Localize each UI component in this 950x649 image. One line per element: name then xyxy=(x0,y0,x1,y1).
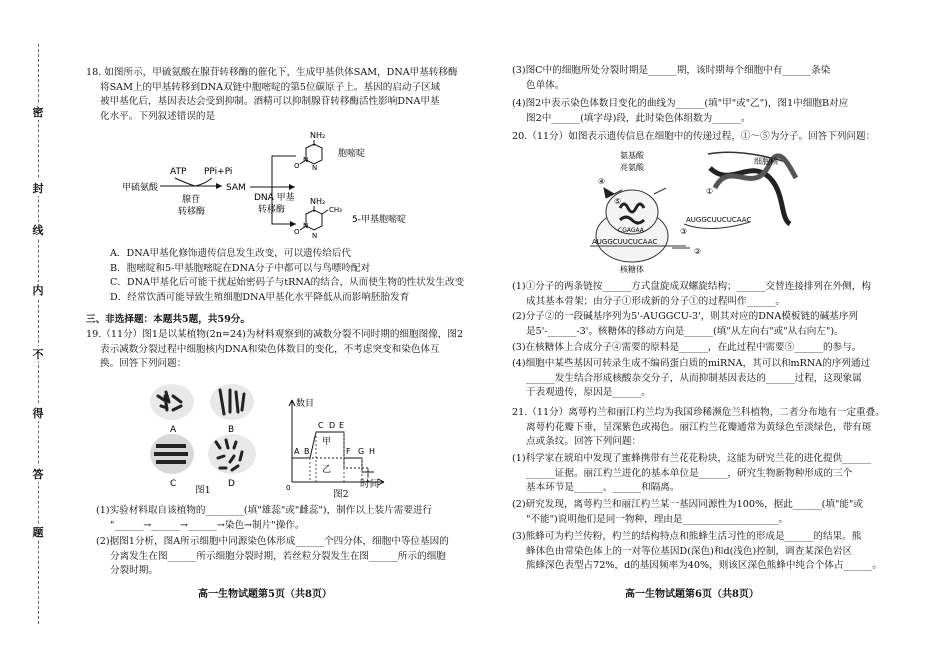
svg-text:N: N xyxy=(312,232,318,240)
branch-up xyxy=(272,156,296,187)
seal-char: 内 xyxy=(30,282,46,298)
text-line: 是5'-______-3'。核糖体的移动方向是______(填"从左向右"或"从右向左")。 xyxy=(526,325,844,337)
curve-yi-label: 乙 xyxy=(322,465,332,475)
option-b: B．胞嘧啶和5-甲基胞嘧啶在DNA分子中都可以与鸟嘌呤配对 xyxy=(110,262,371,274)
cell-label: C xyxy=(170,479,177,489)
text-line: (3)熊蜂可为杓兰传粉，杓兰的结构特点和熊蜂生活习性的形成是______的结果。熊 xyxy=(512,531,862,542)
mrna-sequence-bottom: AUGGCUUCUCAAC xyxy=(592,238,658,246)
atp-label: ATP xyxy=(170,167,187,177)
seal-char: 密 xyxy=(30,104,46,120)
section-heading: 三、非选择题：本题共5题，共59分。 xyxy=(86,314,250,325)
marker-5: ⑤ xyxy=(614,197,622,206)
trna-anticodon: CGAGAA xyxy=(618,227,644,234)
q21-part2 xyxy=(512,498,863,527)
point-label: C xyxy=(318,421,324,430)
seal-char: 题 xyxy=(30,524,46,540)
guide-lines xyxy=(310,432,368,482)
text-line: (2)据图1分析，图A所示细胞中同源染色体形成______个四分体，细胞中等位基因的 xyxy=(96,536,449,547)
amino-acid-label: 氨基酸 xyxy=(620,151,644,160)
q20-part3: (3)在核糖体上合成分子④需要的原料是______，在此过程中需要⑤______的参与。 xyxy=(512,342,862,353)
cell-label: D xyxy=(228,479,235,489)
text-line: 将SAM上的甲基转移到DNA双链中胞嘧啶的第5位碳原子上。基因的启动子区域 xyxy=(100,81,441,93)
atp-curve xyxy=(175,178,195,186)
enzyme1-line2: 转移酶 xyxy=(178,207,206,217)
q20-part2 xyxy=(512,310,858,339)
text-line: 化水平。下列叙述错误的是 xyxy=(100,110,216,122)
svg-text:NH₂: NH₂ xyxy=(310,131,326,140)
transcription-translation-diagram xyxy=(590,148,800,276)
seal-char: 答 xyxy=(30,466,46,482)
methylcytosine-label: 5-甲基胞嘧啶 xyxy=(352,215,406,225)
x-axis-label: 时间 xyxy=(360,479,380,490)
enzyme2-line1: DNA 甲基 xyxy=(254,193,295,203)
curve-jia-label: 甲 xyxy=(322,437,332,447)
question-19 xyxy=(86,328,463,372)
text-line: 点或条纹。回答下列问题： xyxy=(526,436,642,448)
text-line: 熊蜂深色表型占72%，d的基因频率为40%，则该区深色熊蜂中纯合个体占______。 xyxy=(526,560,882,572)
q21-part3 xyxy=(512,530,882,574)
figure-2-graph xyxy=(282,392,392,492)
ribosome-label: 核糖体 xyxy=(620,265,644,274)
q18-options xyxy=(110,247,464,305)
ppi-curve xyxy=(195,178,212,186)
page-footer-right: 高一生物试题第6页（共8页） xyxy=(625,589,759,600)
text-line: 换。回答下列问题： xyxy=(100,358,187,370)
text-line: (3)图C中的细胞所处分裂时期是______期，该时期每个细胞中有______条染 xyxy=(512,65,831,76)
figure-2-caption: 图2 xyxy=(333,489,349,500)
cell-label: A xyxy=(170,425,177,435)
point-label: F xyxy=(346,447,351,456)
ribosome xyxy=(596,190,668,262)
svg-text:NH₂: NH₂ xyxy=(310,197,326,206)
seal-char: 不 xyxy=(30,346,46,362)
enzyme1-line1: 腺苷 xyxy=(182,195,201,205)
cell-a-image xyxy=(150,384,194,420)
q19-part3 xyxy=(512,64,830,93)
text-line: 分裂时期。 xyxy=(110,565,158,577)
point-label: A xyxy=(294,447,300,456)
text-line: (2)分子②的一段碱基序列为5'-AUGGCU-3'，则其对应的DNA模板链的碱基序列 xyxy=(512,311,859,322)
cell-d-image xyxy=(208,434,256,474)
text-line: 离萼杓花瓣下垂，呈深紫色或褐色。丽江杓兰花瓣通常为黄绿色至淡绿色，带有斑 xyxy=(526,421,872,433)
methylcytosine-structure xyxy=(294,197,342,240)
seal-char: 封 xyxy=(30,180,46,196)
nucleus-label: 细胞核 xyxy=(754,157,778,166)
q20-part4 xyxy=(512,357,870,401)
text-line: ______证据。丽江杓兰进化的基本单位是______，研究生物新物种形成的三个 xyxy=(526,467,853,479)
arrow-head xyxy=(289,184,295,190)
svg-text:O: O xyxy=(294,228,300,236)
text-line: 于表观遗传，原因是______。 xyxy=(526,387,651,399)
svg-text:O: O xyxy=(294,162,300,170)
text-line: 21.（11分）离萼杓兰和丽江杓兰均为我国珍稀濒危兰科植物，二者分布地有一定重叠。 xyxy=(512,407,885,418)
text-line: 成其基本骨架；由分子①形成新的分子①的过程叫作______。 xyxy=(526,295,786,307)
question-20: 20.（11分）如图表示遗传信息在细胞中的传递过程，①～⑤为分子。回答下列问题： xyxy=(512,131,876,142)
text-line: 分离发生在图______所示细胞分裂时期，若丝粒分裂发生在图______所示的细胞 xyxy=(110,550,446,562)
leucine-label: 亮氨酸 xyxy=(620,163,644,172)
methylation-diagram xyxy=(120,126,420,256)
svg-text:N: N xyxy=(312,164,318,172)
option-c: C．DNA甲基化后可能干扰起始密码子与tRNA的结合，从而使生物的性状发生改变 xyxy=(110,277,465,289)
text-line: "______→______→______→染色→制片"操作。 xyxy=(110,519,305,531)
seal-char: 线 xyxy=(30,222,46,238)
ppi-label: PPi+Pi xyxy=(204,167,233,177)
marker-4: ④ xyxy=(598,177,606,186)
text-line: (2)研究发现，离萼杓兰和丽江杓兰某一基因同源性为100%，据此______(填"能"或 xyxy=(512,499,863,510)
marker-2: ② xyxy=(694,247,702,256)
text-line: 19.（11分）图1是以某植物(2n=24)为材料观察到的减数分裂不同时期的细胞图像，图2 xyxy=(86,329,464,340)
enzyme2-line2: 转移酶 xyxy=(258,205,286,215)
text-line: 被甲基化后，基因表达会受到抑制。酒精可以抑制腺苷转移酶活性影响DNA甲基 xyxy=(100,96,440,108)
sam-label: SAM xyxy=(226,183,246,193)
seal-char: 得 xyxy=(30,405,46,421)
cell-label: B xyxy=(228,425,235,435)
text-line: (1)实验材料取自该植物的________(填"雄蕊"或"雌蕊")，制作以上装片需要进行 xyxy=(96,505,433,516)
text-line: ______发生结合形成核酸杂交分子，从而抑制基因表达的______过程，这现象属 xyxy=(526,372,862,384)
text-line: 表示减数分裂过程中细胞核内DNA和染色体数目的变化，不考虑突变和染色体互 xyxy=(100,343,440,355)
cell-b-image xyxy=(210,384,254,420)
y-axis xyxy=(289,400,295,482)
cytosine-label: 胞嘧啶 xyxy=(338,149,366,159)
marker-3: ③ xyxy=(680,227,688,236)
svg-text:N: N xyxy=(303,156,309,164)
svg-text:CH₃: CH₃ xyxy=(329,206,342,214)
point-label: G xyxy=(358,447,365,456)
text-line: (1)①分子的两条链按______方式盘旋成双螺旋结构；______交替连接排列在外侧，构 xyxy=(512,281,871,292)
option-d: D．经常饮酒可能导致生殖细胞DNA甲基化水平降低从而影响胚胎发育 xyxy=(110,291,410,303)
y-axis-label: 数目 xyxy=(296,399,315,409)
q19-part4 xyxy=(512,97,848,126)
svg-text:N: N xyxy=(303,222,309,230)
mrna-sequence-top: AUGGCUUCUCAAC xyxy=(686,216,752,224)
point-label: D xyxy=(329,421,336,430)
text-line: 蜂体色由常染色体上的一对等位基因D(深色)和d(浅色)控制，调查某深色岩区 xyxy=(526,545,853,557)
dna-helix xyxy=(710,156,796,224)
q19-part1 xyxy=(96,504,432,533)
arrow-head xyxy=(216,183,222,189)
substrate-label: 甲硫氨酸 xyxy=(122,183,159,193)
text-line: 色单体。 xyxy=(526,79,565,91)
point-label: H xyxy=(369,447,376,456)
page-footer-left: 高一生物试题第5页（共8页） xyxy=(198,589,332,600)
text-line: 图2中______(填字母)段，此时染色体组数为______。 xyxy=(526,112,751,124)
q21-part1 xyxy=(512,452,871,496)
origin-label: 0 xyxy=(286,484,291,492)
text-line: (1)科学家在琥珀中发现了蜜蜂携带有兰花花粉块，这能为研究兰花的进化提供______ xyxy=(512,453,871,464)
figure-1-caption: 图1 xyxy=(195,485,211,496)
marker-1: ① xyxy=(706,187,714,196)
cell-c-image xyxy=(150,434,194,474)
text-line: (4)细胞中某些基因可转录生成不编码蛋白质的miRNA，其可以和mRNA的序列通过 xyxy=(512,358,871,369)
text-line: 18. 如图所示，甲硫氨酸在腺苷转移酶的催化下，生成甲基供体SAM，DNA甲基转移酶 xyxy=(86,67,458,78)
text-line: (4)图2中表示染色体数目变化的曲线为______(填"甲"或"乙")，图1中细胞B对应 xyxy=(512,98,849,109)
text-line: "不能")说明他们是同一物种，理由是____________________。 xyxy=(526,513,789,525)
question-21 xyxy=(512,406,885,450)
arrow-head xyxy=(290,221,296,227)
q20-part1 xyxy=(512,280,871,309)
option-a: A．DNA甲基化修饰遗传信息发生改变，可以遗传给后代 xyxy=(110,248,352,259)
point-label: B xyxy=(304,447,310,456)
question-18 xyxy=(86,66,458,124)
q19-part2 xyxy=(96,535,449,579)
cytosine-structure xyxy=(294,131,325,172)
text-line: 基本环节是______、______和隔离。 xyxy=(526,482,680,494)
figure-1-micrographs xyxy=(140,380,270,490)
point-label: E xyxy=(339,421,345,430)
